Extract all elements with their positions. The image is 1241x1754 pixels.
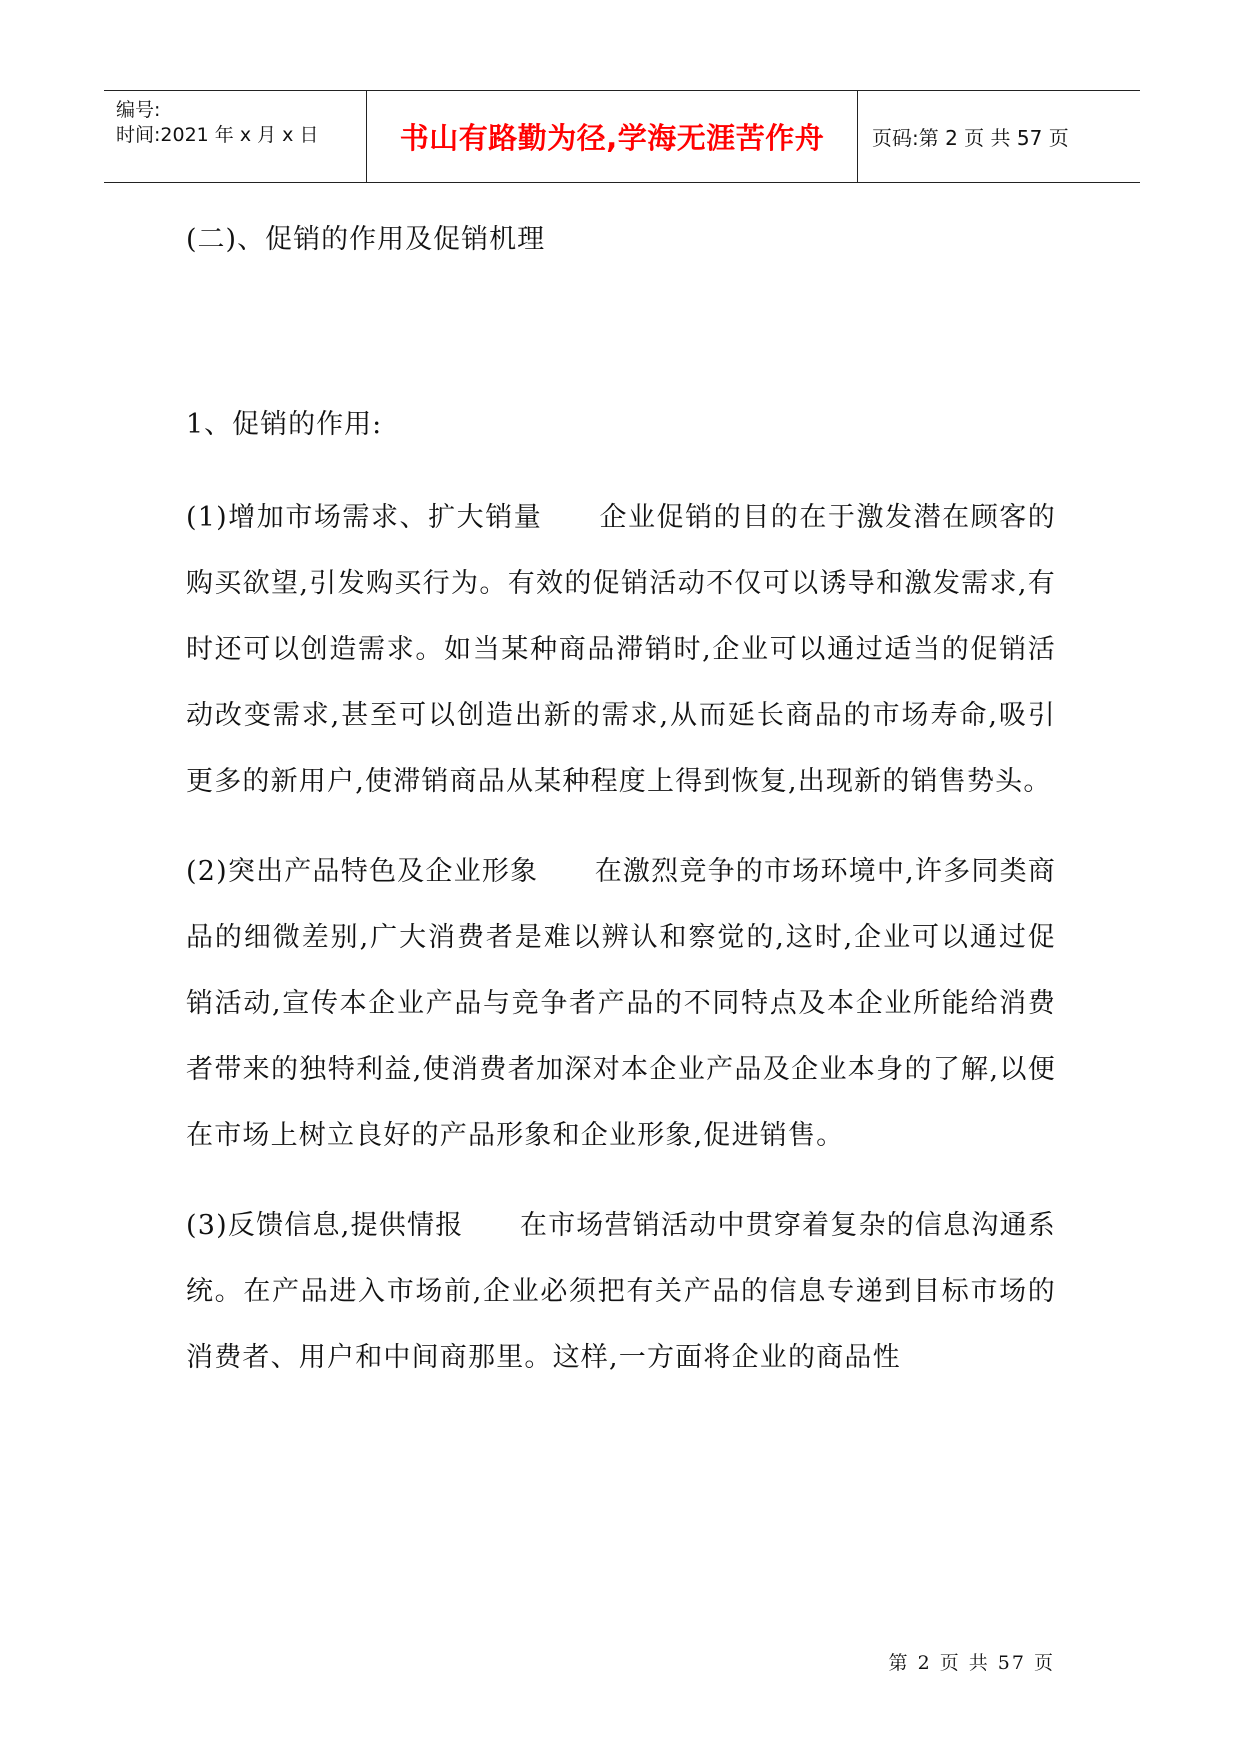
paragraph-2-lead: (2)突出产品特色及企业形象 (186, 856, 539, 887)
header-motto: 书山有路勤为径,学海无涯苦作舟 (399, 121, 825, 155)
paragraph-3 (186, 1193, 1056, 1391)
footer-page-label: 第 2 页 共 57 页 (888, 1652, 1055, 1674)
document-header (104, 90, 1140, 183)
paragraph-2 (186, 839, 1056, 1169)
header-page-cell (858, 91, 1140, 182)
page-footer (0, 1648, 1241, 1675)
header-motto-cell (367, 91, 858, 182)
paragraph-1-lead: (1)增加市场需求、扩大销量 (186, 502, 543, 533)
paragraph-3-body: 在市场营销活动中贯穿着复杂的信息沟通系统。在产品进入市场前,企业必须把有关产品的信息专递到目标市场的消费者、用户和中间商那里。这样,一方面将企业的商品性 (186, 1210, 1056, 1373)
section-title: (二)、促销的作用及促销机理 (186, 224, 546, 255)
header-page-label: 页码:第 2 页 共 57 页 (872, 126, 1069, 150)
document-body (186, 220, 1056, 1415)
header-meta (104, 91, 367, 182)
subsection-heading: 1、促销的作用: (186, 409, 383, 440)
document-time-label: 时间:2021 年 x 月 x 日 (116, 124, 319, 146)
paragraph-1 (186, 485, 1056, 815)
paragraph-1-body: 企业促销的目的在于激发潜在顾客的购买欲望,引发购买行为。有效的促销活动不仅可以诱导和激发需求,有时还可以创造需求。如当某种商品滞销时,企业可以通过适当的促销活动改变需求,甚至可以创造出新的需求,从而延长商品的市场寿命,吸引更多的新用户,使滞销商品从某种程度上得到恢复,出现新的销售势头。 (186, 502, 1057, 797)
paragraph-3-lead: (3)反馈信息,提供情报 (186, 1210, 464, 1241)
paragraph-2-body: 在激烈竞争的市场环境中,许多同类商品的细微差别,广大消费者是难以辨认和察觉的,这时,企业可以通过促销活动,宣传本企业产品与竞争者产品的不同特点及本企业所能给消费者带来的独特利益,使消费者加深对本企业产品及企业本身的了解,以便在市场上树立良好的产品形象和企业形象,促进销售。 (186, 856, 1057, 1151)
document-number-label: 编号: (116, 99, 161, 121)
